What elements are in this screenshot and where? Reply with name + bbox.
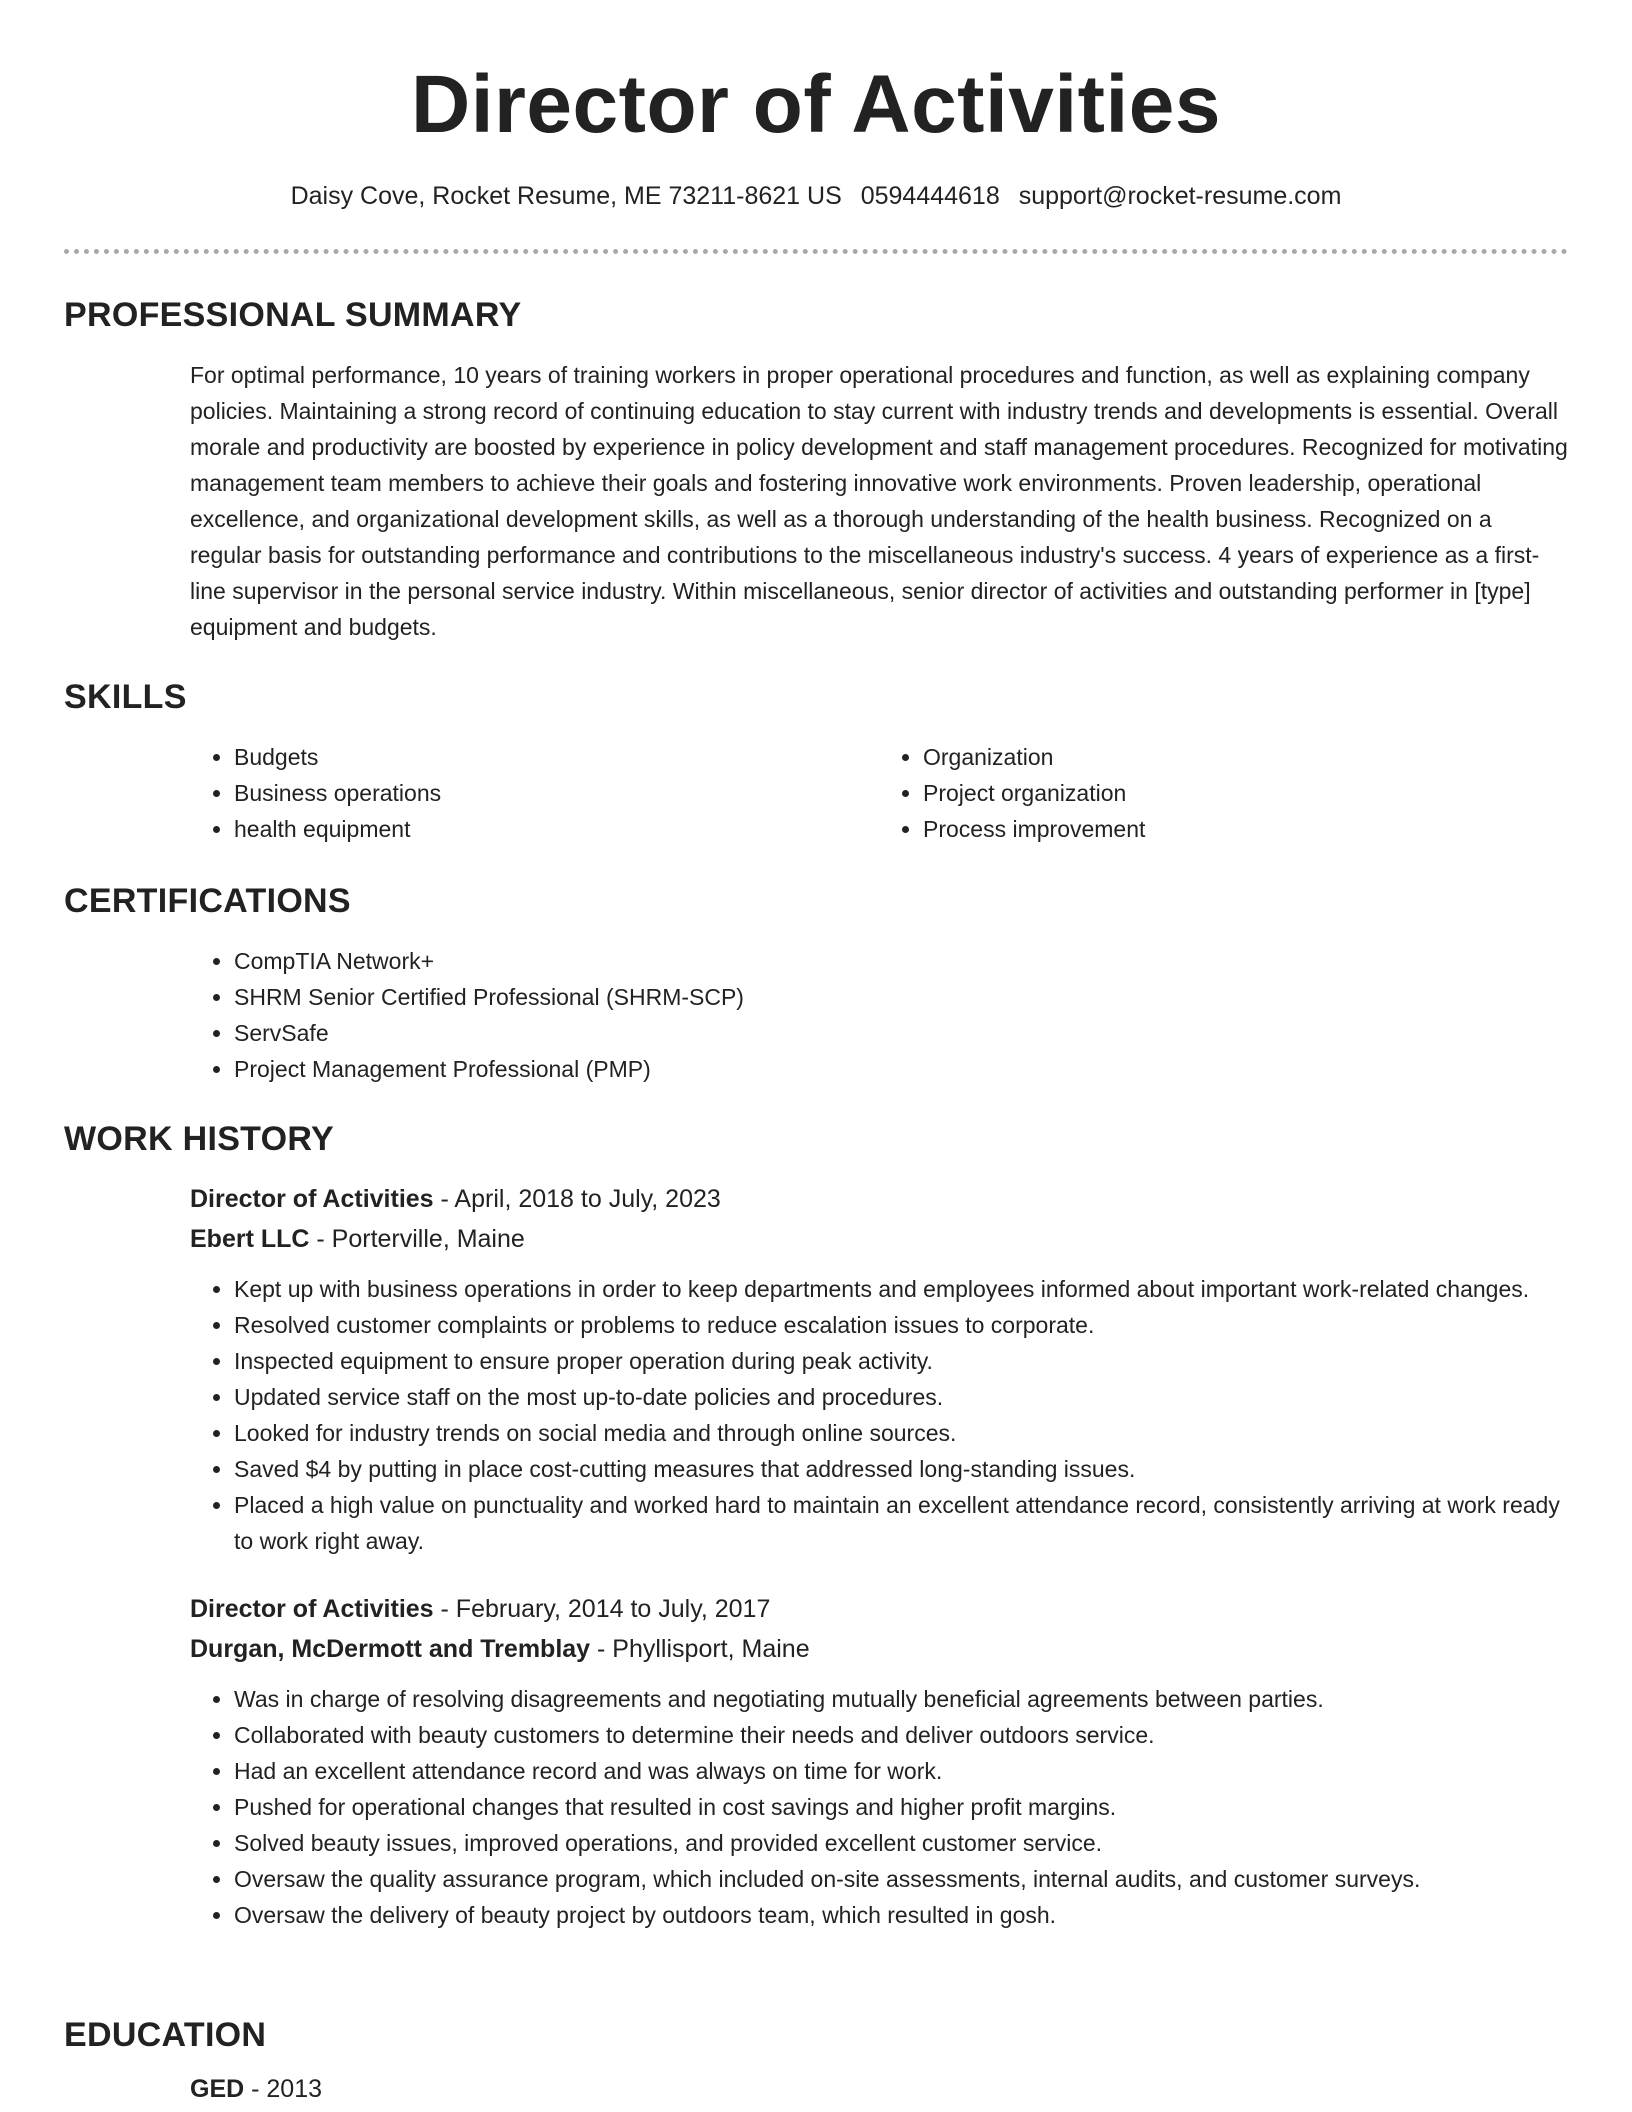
job-bullet: • Oversaw the delivery of beauty project by outdoors team, which resulted in gosh. [234,1897,1568,1933]
job-bullet: • Resolved customer complaints or problems to reduce escalation issues to corporate. [234,1307,1568,1343]
certifications-section [64,882,1568,1087]
skill-item: • Business operations [234,775,879,811]
skill-item: • Organization [923,739,1568,775]
summary-text: For optimal performance, 10 years of training workers in proper operational procedures and function, as well as explaining company policies. Maintaining a strong record of continuing education to stay current with industry trends and developments is essential. Overall morale and productivity are boosted by experience in policy development and staff management procedures. Recognized for motivating management team members to achieve their goals and fostering innovative work environments. Proven leadership, operational excellence, and organizational development skills, as well as a thorough understanding of the health business. Recognized on a regular basis for outstanding performance and contributions to the miscellaneous industry's success. 4 years of experience as a first-line supervisor in the personal service industry. Within miscellaneous, senior director of activities and outstanding performer in [type] equipment and budgets. [190,362,1568,640]
education-heading: EDUCATION [64,2016,267,2054]
job-title-line [190,1589,1568,1629]
job-title: Director of Activities [190,1595,434,1623]
job-bullet: • Solved beauty issues, improved operations, and provided excellent customer service. [234,1825,1568,1861]
job-bullet: • Oversaw the quality assurance program, which included on-site assessments, internal audits, and customer surveys. [234,1861,1568,1897]
education-entry [190,2069,1568,2109]
job-location: - Phyllisport, Maine [590,1635,810,1663]
certification-item: • SHRM Senior Certified Professional (SHRM-SCP) [234,979,1568,1015]
skill-item: • Process improvement [923,811,1568,847]
certification-item: • ServSafe [234,1015,1568,1051]
job-entry [190,1179,1568,1559]
certification-item: • Project Management Professional (PMP) [234,1051,1568,1087]
job-title: Director of Activities [190,1185,434,1213]
job-bullet: • Inspected equipment to ensure proper operation during peak activity. [234,1343,1568,1379]
job-bullet: • Collaborated with beauty customers to determine their needs and deliver outdoors service. [234,1717,1568,1753]
job-bullet: • Was in charge of resolving disagreements and negotiating mutually beneficial agreements between parties. [234,1681,1568,1717]
certifications-heading: CERTIFICATIONS [64,882,351,920]
job-bullets [190,1271,1568,1559]
work-history-heading: WORK HISTORY [64,1120,334,1158]
contact-phone: 0594444618 [860,182,1000,210]
job-location: - Porterville, Maine [309,1225,525,1253]
job-company-line [190,1629,1568,1669]
education-section [64,2016,1568,2109]
skill-item: • Budgets [234,739,879,775]
job-entry [190,1589,1568,1933]
job-dates: - April, 2018 to July, 2023 [433,1185,721,1213]
resume-name-title: Director of Activities [411,59,1221,150]
skill-item: • Project organization [923,775,1568,811]
job-bullet: • Updated service staff on the most up-to-date policies and procedures. [234,1379,1568,1415]
contact-line [64,182,1568,211]
job-bullet: • Placed a high value on punctuality and worked hard to maintain an excellent attendance record, consistently arriving at work ready to work right away. [234,1487,1568,1559]
job-bullet: • Saved $4 by putting in place cost-cutting measures that addressed long-standing issues. [234,1451,1568,1487]
education-degree: GED [190,2075,245,2103]
header-divider [64,249,1568,254]
job-bullet: • Had an excellent attendance record and was always on time for work. [234,1753,1568,1789]
job-bullet: • Pushed for operational changes that resulted in cost savings and higher profit margins. [234,1789,1568,1825]
job-company: Ebert LLC [190,1225,310,1253]
contact-email: support@rocket-resume.com [1018,182,1342,210]
job-company-line [190,1219,1568,1259]
job-bullet: • Looked for industry trends on social media and through online sources. [234,1415,1568,1451]
job-company: Durgan, McDermott and Tremblay [190,1635,591,1663]
contact-address: Daisy Cove, Rocket Resume, ME 73211-8621 US [290,182,842,210]
job-bullets [190,1681,1568,1933]
certifications-list [190,943,1568,1087]
job-bullet: • Kept up with business operations in order to keep departments and employees informed about important work-related changes. [234,1271,1568,1307]
certification-item: • CompTIA Network+ [234,943,1568,979]
job-dates: - February, 2014 to July, 2017 [433,1595,771,1623]
skills-columns [190,739,1568,847]
skills-right-list [879,739,1568,847]
work-history-section [64,1120,1568,1933]
skill-item: • health equipment [234,811,879,847]
skills-heading: SKILLS [64,678,187,716]
job-title-line [190,1179,1568,1219]
education-year: - 2013 [244,2075,323,2103]
summary-section [64,296,1568,645]
summary-heading: PROFESSIONAL SUMMARY [64,296,522,334]
skills-left-list [190,739,879,847]
skills-section [64,678,1568,847]
